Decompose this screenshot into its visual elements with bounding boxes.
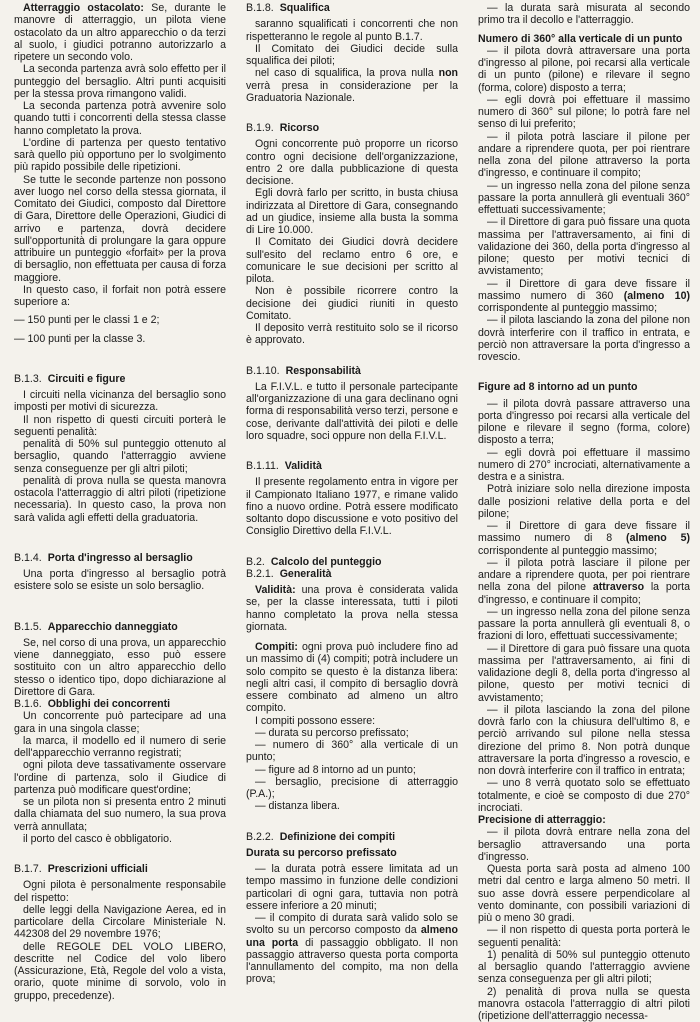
paragraph-text: — il compito di durata sarà valido solo se svolto su un percorso composto da xyxy=(246,912,458,936)
paragraph: ogni pilota deve tassativamente osservare l'ordine di partenza, solo il Giudice di partenza può modificare quest'ordine; xyxy=(14,759,226,796)
paragraph: 2) penalità di prova nulla se questa manovra ostacola l'atterraggio di altri piloti (ripetizione dell'atterraggio necessa- xyxy=(478,986,690,1022)
paragraph: La seconda partenza avrà solo effetto per il punteggio del bersaglio. Altri punti acquisiti per la stessa prova rimangono validi. xyxy=(14,63,226,100)
inline-heading: Compiti: xyxy=(255,641,298,653)
section-heading xyxy=(246,568,458,580)
section-title: Responsabilità xyxy=(286,365,361,377)
paragraph: In questo caso, il forfait non potrà essere superiore a: xyxy=(14,284,226,309)
paragraph: Ogni pilota è personalmente responsabile del rispetto: xyxy=(14,879,226,904)
paragraph-text: corrispondente al punteggio massimo; xyxy=(478,545,657,557)
section-number: B.1.9. xyxy=(246,122,274,134)
paragraph: — la durata potrà essere limitata ad un tempo massimo in funzione delle condizioni particolari di ogni gara, tuttavia non potrà essere inferiore a 20 minuti; xyxy=(246,863,458,912)
section-heading xyxy=(14,698,226,710)
paragraph-text: — il pilota potrà lasciare il pilone per andare a riprendere quota, per poi rientrare nella zona del pilone xyxy=(478,557,690,594)
list-item: — bersaglio, precisione di atterraggio (P.A.); xyxy=(246,776,458,801)
paragraph: — il Direttore di gara può fissare una quota massima per l'attraversamento, ai fini di validazione degli 8, della porta d'ingresso al pilone, questo per motivi tecnici di avvistamento; xyxy=(478,643,690,704)
paragraph: Egli dovrà farlo per scritto, in busta chiusa indirizzata al Direttore di Gara, consegnando ad un giudice, insieme alla busta la somma di Lire 10.000. xyxy=(246,187,458,236)
section-title: Prescrizioni ufficiali xyxy=(48,863,148,875)
section-title: Obblighi dei concorrenti xyxy=(48,698,170,710)
paragraph xyxy=(478,520,690,557)
paragraph xyxy=(478,557,690,606)
column-right xyxy=(478,2,690,962)
list-item: — 100 punti per la classe 3. xyxy=(14,333,226,345)
paragraph-text: — il Direttore di gara deve fissare il massimo numero di 8 xyxy=(478,520,690,544)
paragraph: I compiti possono essere: xyxy=(246,715,458,727)
paragraph-text: verrà presa in considerazione per la Graduatoria Nazionale. xyxy=(246,80,458,104)
section-number: B.1.10. xyxy=(246,365,280,377)
paragraph-text: la porta d'ingresso, e continuare il compito; xyxy=(478,581,690,605)
paragraph xyxy=(478,278,690,315)
paragraph: La seconda partenza potrà avvenire solo quando tutti i concorrenti della stessa classe hanno completato la prova. xyxy=(14,100,226,137)
section-number: B.1.6. xyxy=(14,698,42,710)
section-title: Validità xyxy=(285,460,322,472)
paragraph-text: ogni prova può includere fino ad un massimo di (4) compiti; potrà includere un solo compito se questo è la distanza libera: negli altri casi, il compito di bersaglio dovrà essere combinato ad almeno un altro compito. xyxy=(246,641,458,714)
list-item: — figure ad 8 intorno ad un punto; xyxy=(246,764,458,776)
paragraph: Il non rispetto di questi circuiti porterà le seguenti penalità: xyxy=(14,414,226,439)
section-heading xyxy=(246,460,458,472)
section-number: B.1.7. xyxy=(14,863,42,875)
list-item: — numero di 360° alla verticale di un punto; xyxy=(246,739,458,764)
paragraph: delle leggi della Navigazione Aerea, ed in particolare della Circolare Ministeriale N. 442308 del 29 novembre 1976; xyxy=(14,904,226,941)
paragraph-text: corrispondente al punteggio massimo; xyxy=(478,302,657,314)
paragraph: — il pilota dovrà entrare nella zona del bersaglio attraversando una porta d'ingresso. xyxy=(478,826,690,863)
paragraph: Questa porta sarà posta ad almeno 100 metri dal centro e larga almeno 50 metri. Il suo asse dovrà essere perpendicolare al vento dominante, con possibili variazioni di più o meno 30 gradi. xyxy=(478,863,690,924)
section-heading xyxy=(246,122,458,134)
paragraph: Un concorrente può partecipare ad una gara in una singola classe; xyxy=(14,710,226,735)
paragraph: saranno squalificati i concorrenti che non rispetteranno le regole al punto B.1.7. xyxy=(246,18,458,43)
subsection-heading: Numero di 360° alla verticale di un punto xyxy=(478,33,690,45)
list-item: — 150 punti per le classi 1 e 2; xyxy=(14,314,226,326)
paragraph: penalità di 50% sul punteggio ottenuto al bersaglio, quando l'atterraggio avviene senza conseguenze per gli altri piloti; xyxy=(14,438,226,475)
paragraph: — il pilota dovrà passare attraverso una porta d'ingresso poi recarsi alla verticale del pilone e rilevare il segno (forma, colore) disposto a terra; xyxy=(478,398,690,447)
subsection-heading: Precisione di atterraggio: xyxy=(478,814,690,826)
section-number: B.1.5. xyxy=(14,621,42,633)
section-title: Porta d'ingresso al bersaglio xyxy=(48,552,193,564)
paragraph xyxy=(246,584,458,633)
paragraph: — egli dovrà poi effettuare il massimo numero di 360° sul pilone; lo potrà fare nel senso di lui preferito; xyxy=(478,94,690,131)
paragraph: — il pilota dovrà attraversare una porta d'ingresso al pilone, poi recarsi alla verticale di un punto (pilone) e rilevare il segno (forma, colore) disposto a terra; xyxy=(478,45,690,94)
paragraph: Il presente regolamento entra in vigore per il Campionato Italiano 1977, e rimane valido fino a nuovo ordine. Potrà essere modificato soltanto dopo discussione e voto positivo del Consiglio Direttivo della F.I.V.L. xyxy=(246,476,458,537)
emphasis: non xyxy=(439,67,458,79)
section-title: Definizione dei compiti xyxy=(280,831,395,843)
paragraph-text: una prova è considerata valida se, per la classe interessata, tutti i piloti hanno completato la prova nella stessa giornata. xyxy=(246,584,458,633)
section-number: B.2.2. xyxy=(246,831,274,843)
paragraph: Il Comitato dei Giudici decide sulla squalifica dei piloti; xyxy=(246,43,458,68)
paragraph: — il pilota lasciando la zona del pilone non dovrà interferire con il traffico in entrata, e perciò non attraversare la porta d'ingresso a rovescio. xyxy=(478,314,690,363)
paragraph: — un ingresso nella zona del pilone senza passare la porta annullerà gli eventuali 360° effettuati successivamente; xyxy=(478,180,690,217)
section-heading xyxy=(246,365,458,377)
section-heading xyxy=(14,621,226,633)
paragraph xyxy=(246,641,458,715)
list-item: — durata su percorso prefissato; xyxy=(246,727,458,739)
section-title: Squalifica xyxy=(280,2,330,14)
paragraph: Non è possibile ricorrere contro la decisione dei giudici riuniti in questo Comitato. xyxy=(246,285,458,322)
paragraph: Una porta d'ingresso al bersaglio potrà esistere solo se esiste un solo bersaglio. xyxy=(14,568,226,593)
paragraph: penalità di prova nulla se questa manovra ostacola l'atterraggio di altri piloti (ripetizione necessaria). In questo caso, la prova non sarà valida agli effetti della graduatoria. xyxy=(14,475,226,524)
section-heading xyxy=(246,831,458,843)
emphasis: (almeno 5) xyxy=(626,532,690,544)
paragraph: — il non rispetto di questa porta porterà le seguenti penalità: xyxy=(478,924,690,949)
paragraph: — egli dovrà poi effettuare il massimo numero di 270° incrociati, alternativamente a destra e a sinistra. xyxy=(478,447,690,484)
paragraph-text: nel caso di squalifica, la prova nulla xyxy=(255,67,434,79)
section-heading xyxy=(14,373,226,385)
paragraph: — uno 8 verrà quotato solo se effettuato totalmente, e cioè se composto di due 270° incrociati. xyxy=(478,777,690,814)
section-heading xyxy=(246,2,458,14)
paragraph-text: di passaggio obbligato. Il non passaggio attraverso questa porta comporta l'annullamento del compito, ma non della prova; xyxy=(246,937,458,986)
paragraph: — il pilota potrà lasciare il pilone per andare a riprendere quota, per poi rientrare nella zona del pilone attraverso la porta d'ingresso, e continuare il compito; xyxy=(478,131,690,180)
paragraph: La F.I.V.L. e tutto il personale partecipante all'organizzazione di una gara declinano ogni forma di responsabilità verso terzi, persone e cose, derivante dall'attività dei piloti e delle loro squadre, soci oppure non della F.I.V.L. xyxy=(246,381,458,442)
paragraph xyxy=(246,67,458,104)
paragraph: Ogni concorrente può proporre un ricorso contro ogni decisione dell'organizzazione, entro 2 ore dalla pubblicazione di questa decisione. xyxy=(246,138,458,187)
section-number: B.1.11. xyxy=(246,460,279,472)
section-heading xyxy=(246,556,458,568)
column-left xyxy=(14,2,226,962)
paragraph xyxy=(246,912,458,986)
paragraph-text: — il Direttore di gara deve fissare il massimo numero di 360 xyxy=(478,278,690,302)
paragraph: la marca, il modello ed il numero di serie dell'apparecchio verranno registrati; xyxy=(14,735,226,760)
section-title: Calcolo del punteggio xyxy=(271,556,382,568)
paragraph: Se, nel corso di una prova, un apparecchio viene danneggiato, esso può essere sostituito con un altro apparecchio dello stesso o identico tipo, dopo dichiarazione al Direttore di Gara. xyxy=(14,637,226,698)
paragraph: — il Direttore di gara può fissare una quota massima per l'attraversamento, ai fini di validazione dei 360, della porta d'ingresso al pilone; questo per motivi tecnici di avvistamento; xyxy=(478,216,690,277)
subsection-heading: Durata su percorso prefissato xyxy=(246,847,458,859)
paragraph: — un ingresso nella zona del pilone senza passare la porta annullerà gli eventuali 8, o frazioni di loro, effettuati successivamente; xyxy=(478,606,690,643)
section-number: B.2. xyxy=(246,556,265,568)
paragraph: — il pilota lasciando la zona del pilone dovrà farlo con la chiusura dell'ultimo 8, e perciò arrivando sul pilone nella stessa direzione del primo 8. Non potrà dunque attraversare la porta d'ingresso a rovescio, e non dovrà interferire con il traffico in entrata; xyxy=(478,704,690,778)
paragraph: — la durata sarà misurata al secondo primo tra il decollo e l'atterraggio. xyxy=(478,2,690,27)
inline-heading: Atterraggio ostacolato: xyxy=(23,2,144,14)
subsection-heading: Figure ad 8 intorno ad un punto xyxy=(478,381,690,393)
paragraph: Potrà iniziare solo nella direzione imposta dalle posizioni relative della porta e del pilone; xyxy=(478,483,690,520)
paragraph: Il Comitato dei Giudici dovrà decidere sull'esito del reclamo entro 6 ore, e comunicare le sue decisioni per scritto al pilota. xyxy=(246,236,458,285)
emphasis: attraverso xyxy=(593,581,644,593)
paragraph: il porto del casco è obbligatorio. xyxy=(14,833,226,845)
paragraph: se un pilota non si presenta entro 2 minuti dalla chiamata del suo numero, la sua prova verrà annullata; xyxy=(14,796,226,833)
inline-heading: Validità: xyxy=(255,584,296,596)
section-title: Apparecchio danneggiato xyxy=(48,621,178,633)
section-number: B.2.1. xyxy=(246,568,274,580)
section-title: Generalità xyxy=(280,568,332,580)
paragraph xyxy=(14,2,226,63)
section-title: Ricorso xyxy=(280,122,319,134)
section-number: B.1.3. xyxy=(14,373,42,385)
column-middle xyxy=(246,2,458,962)
section-heading xyxy=(14,552,226,564)
section-number: B.1.8. xyxy=(246,2,274,14)
section-title: Circuiti e figure xyxy=(48,373,126,385)
paragraph: 1) penalità di 50% sul punteggio ottenuto al bersaglio quando l'atterraggio avviene senza conseguenza per gli altri piloti; xyxy=(478,949,690,986)
paragraph: delle REGOLE DEL VOLO LIBERO, descritte nel Codice del volo libero (Assicurazione, Età, Regole del volo a vista, orario, quote minime di sorvolo, volo in gruppo, precedenze). xyxy=(14,941,226,1002)
paragraph: Il deposito verrà restituito solo se il ricorso è approvato. xyxy=(246,322,458,347)
list-item: — distanza libera. xyxy=(246,800,458,812)
paragraph-text: Se, durante le manovre di atterraggio, un pilota viene ostacolato da un altro apparecchio o da terzi al suolo, i giudici potranno autorizzarlo a ripetere un secondo volo. xyxy=(14,2,226,63)
section-number: B.1.4. xyxy=(14,552,42,564)
emphasis: (almeno 10) xyxy=(624,290,690,302)
paragraph: Se tutte le seconde partenze non possono aver luogo nel corso della stessa giornata, il Comitato dei Giudici, composto dal Direttore di Gara, Direttore delle Operazioni, Giudici di arrivo e partenza, dovrà decidere sull'opportunità di prolungare la gara oppure attribuire un punteggio «forfait» per la prova di bersaglio, non effettuata per causa di forza maggiore. xyxy=(14,174,226,284)
paragraph: I circuiti nella vicinanza del bersaglio sono imposti per motivi di sicurezza. xyxy=(14,389,226,414)
paragraph: L'ordine di partenza per questo tentativo sarà quello più opportuno per lo svolgimento più rapido possibile delle ripetizioni. xyxy=(14,137,226,174)
section-heading xyxy=(14,863,226,875)
emphasis: almeno una porta xyxy=(246,924,458,948)
